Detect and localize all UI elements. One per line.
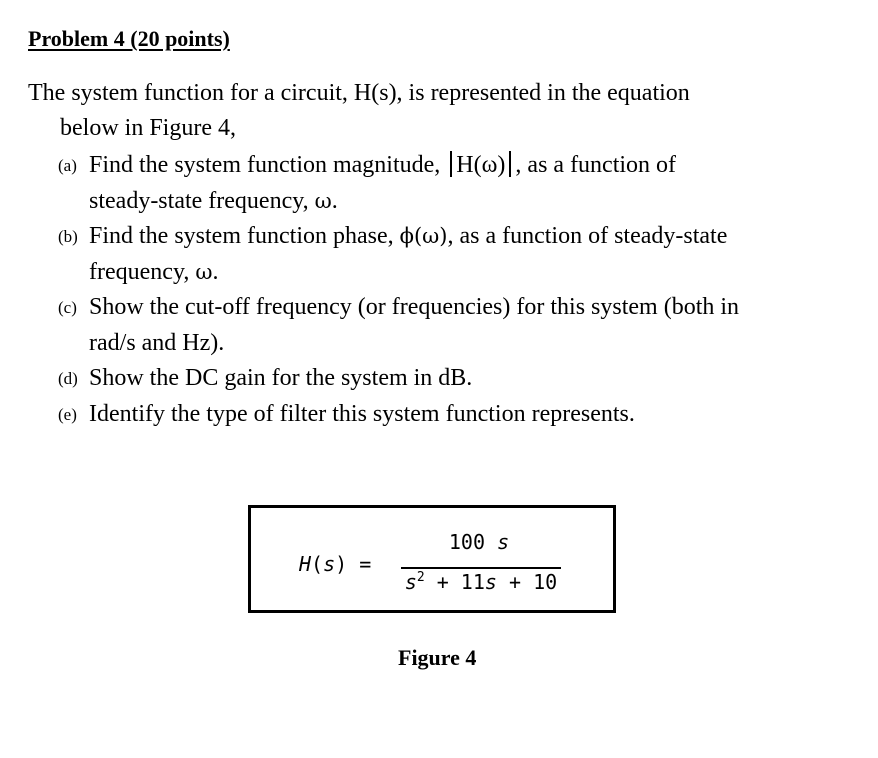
task-label: (b) <box>58 227 78 246</box>
equation-denominator <box>395 570 567 594</box>
task-text: frequency, <box>89 258 190 285</box>
numerator-coef: 100 <box>448 530 498 554</box>
task-text: . <box>212 258 219 285</box>
equals-sign: = <box>347 552 372 576</box>
task-item-a <box>58 148 848 219</box>
task-text: rad/s and Hz). <box>89 329 225 356</box>
task-list <box>58 148 848 432</box>
equation-fn: H <box>299 552 312 576</box>
denominator-term: + 11 <box>424 570 485 594</box>
figure-caption: Figure 4 <box>398 645 477 670</box>
denominator-var: s <box>404 570 417 594</box>
task-text: steady-state frequency, <box>89 187 309 214</box>
equation-box <box>248 505 616 613</box>
abs-bar-right <box>509 151 511 177</box>
task-text: Identify the type of filter this system function represents. <box>89 400 635 427</box>
task-item-e <box>58 397 848 433</box>
task-text: Find the system function magnitude, <box>89 152 441 178</box>
task-text: Show the DC gain for the system in dB. <box>89 365 473 391</box>
task-item-b <box>58 219 848 290</box>
task-text: , as a function of <box>515 152 677 178</box>
denominator-exponent: 2 <box>416 570 425 585</box>
task-text: , as a function of steady-state <box>447 223 728 249</box>
intro-line-2: below in Figure 4, <box>60 115 236 141</box>
phase-expression: ϕ(ω) <box>399 224 448 248</box>
denominator-term: + 10 <box>496 570 558 594</box>
equation-numerator <box>399 530 559 554</box>
task-label: (e) <box>58 404 77 424</box>
task-text: . <box>331 187 338 214</box>
abs-bar-left <box>450 151 452 177</box>
task-text: Find the system function phase, <box>89 223 394 249</box>
problem-intro <box>28 76 828 146</box>
intro-line-1: The system function for a circuit, H(s), is represented in the equation <box>28 80 690 106</box>
denominator-var: s <box>484 570 497 594</box>
paren: ) <box>335 552 348 576</box>
fraction-bar <box>401 567 561 569</box>
task-label: (c) <box>58 298 77 317</box>
equation-lhs <box>299 552 371 576</box>
task-label: (a) <box>58 156 77 175</box>
paren: ( <box>311 552 324 576</box>
task-text: Show the cut-off frequency (or frequencies) for this system (both in <box>89 294 740 320</box>
equation-var: s <box>323 552 336 576</box>
problem-title: Problem 4 (20 points) <box>28 26 230 51</box>
task-item-c <box>58 290 848 361</box>
task-label: (d) <box>58 369 78 388</box>
magnitude-expression: H(ω) <box>456 152 506 178</box>
omega-symbol: ω <box>195 259 213 284</box>
omega-symbol: ω <box>314 188 332 213</box>
numerator-var: s <box>497 530 510 554</box>
task-item-d <box>58 361 848 397</box>
